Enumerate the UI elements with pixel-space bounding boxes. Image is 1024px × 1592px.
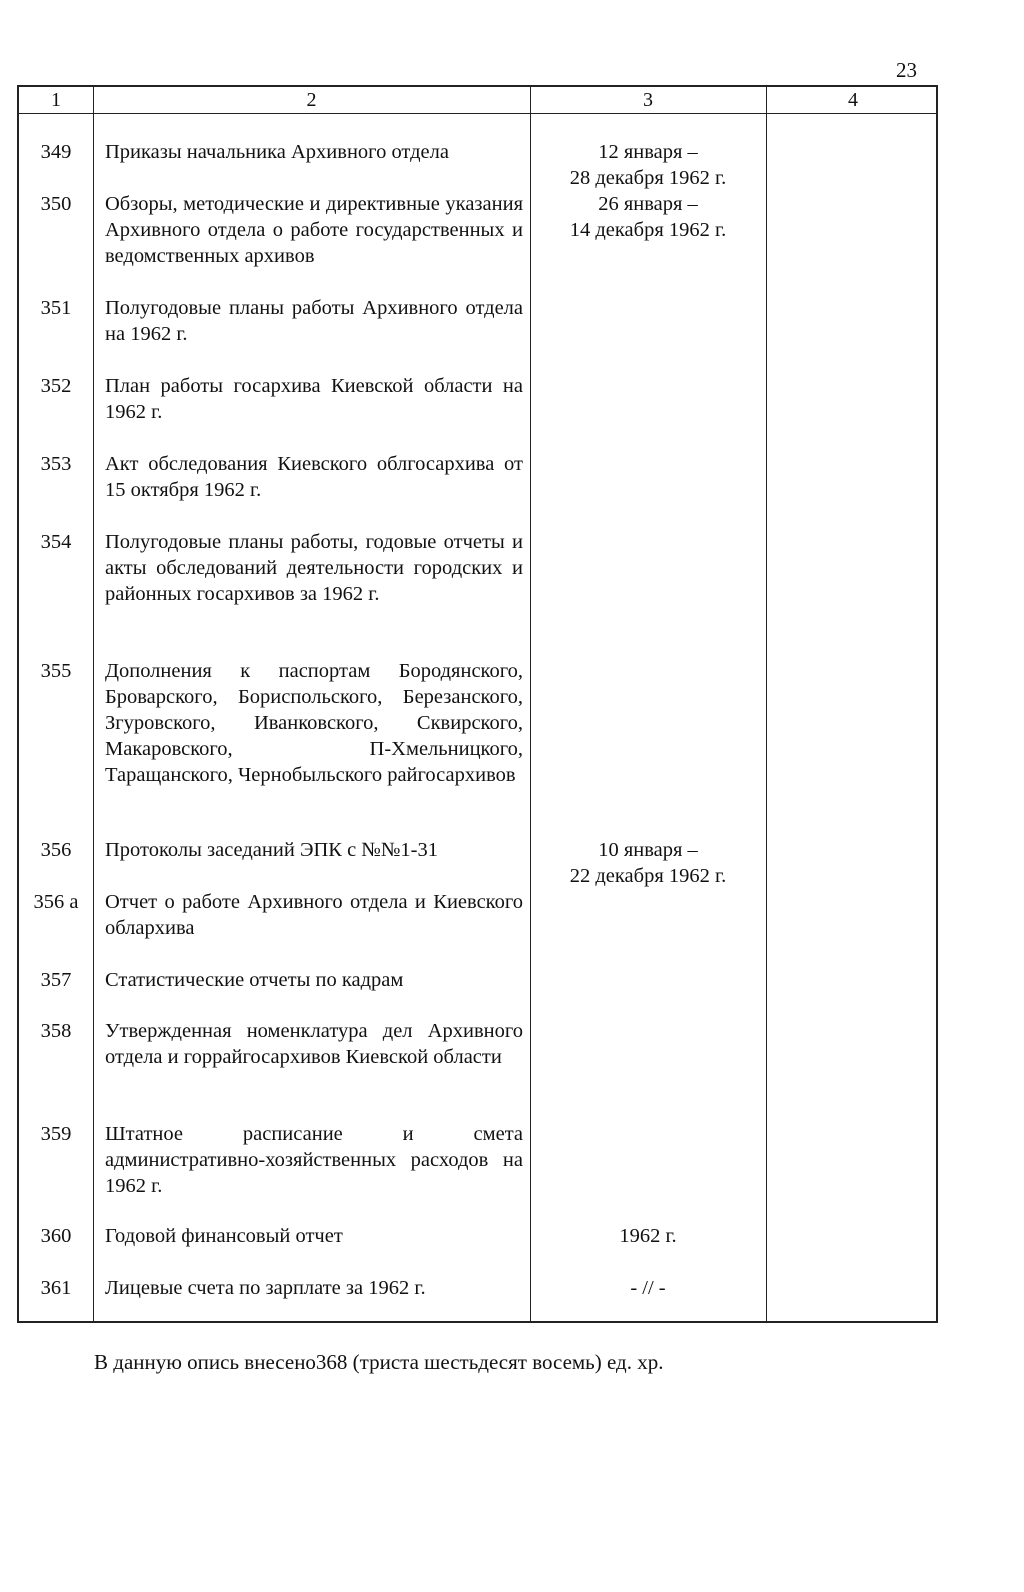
item-number: 356 а (33, 891, 79, 913)
item-title: Штатное расписание и смета административно-хозяйственных расходов на 1962 г. (105, 1123, 523, 1197)
column-header-3: 3 (643, 89, 653, 111)
item-title: Утвержденная номенклатура дел Архивного отдела и горрайгосархивов Киевской области (105, 1020, 523, 1068)
item-number: 359 (40, 1123, 72, 1145)
page-number: 23 (896, 58, 917, 82)
item-title: Обзоры, методические и директивные указания Архивного отдела о работе государственных и ведомственных архивов (105, 193, 523, 267)
item-number: 357 (40, 969, 72, 991)
item-title: Полугодовые планы работы Архивного отдела на 1962 г. (105, 297, 523, 345)
header-divider (19, 113, 936, 114)
item-title: Лицевые счета по зарплате за 1962 г. (105, 1277, 426, 1299)
column-divider (766, 87, 767, 1321)
column-header-1: 1 (51, 89, 61, 111)
item-title: Дополнения к паспортам Бородянского, Броварского, Бориспольского, Березанского, Згуровского, Иванковского, Сквирского, Макаровского, П-Хмельницкого, Таращанского, Чернобыльского райгосархивов (105, 660, 523, 786)
column-divider (93, 87, 94, 1321)
item-number: 360 (40, 1225, 72, 1247)
column-divider (530, 87, 531, 1321)
item-title: Приказы начальника Архивного отдела (105, 141, 449, 163)
item-number: 354 (40, 531, 72, 553)
item-number: 352 (40, 375, 72, 397)
item-dates: - // - (630, 1277, 666, 1299)
item-number: 350 (40, 193, 72, 215)
item-dates: 10 января – 22 декабря 1962 г. (569, 839, 727, 887)
item-dates: 1962 г. (619, 1225, 677, 1247)
column-header-4: 4 (848, 89, 858, 111)
item-dates: 26 января – 14 декабря 1962 г. (569, 193, 727, 241)
item-number: 356 (40, 839, 72, 861)
item-title: Статистические отчеты по кадрам (105, 969, 404, 991)
item-dates: 12 января – 28 декабря 1962 г. (569, 141, 727, 189)
inventory-table (17, 85, 938, 1323)
item-number: 361 (40, 1277, 72, 1299)
item-number: 358 (40, 1020, 72, 1042)
item-number: 351 (40, 297, 72, 319)
item-number: 355 (40, 660, 72, 682)
item-title: Протоколы заседаний ЭПК с №№1-31 (105, 839, 438, 861)
item-title: Акт обследования Киевского облгосархива от 15 октября 1962 г. (105, 453, 523, 501)
column-header-2: 2 (306, 89, 317, 111)
item-number: 353 (40, 453, 72, 475)
item-title: Годовой финансовый отчет (105, 1225, 343, 1247)
item-title: Отчет о работе Архивного отдела и Киевского облархива (105, 891, 523, 939)
item-number: 349 (40, 141, 72, 163)
item-title: План работы госархива Киевской области на 1962 г. (105, 375, 523, 423)
footer-note: В данную опись внесено368 (триста шестьдесят восемь) ед. хр. (94, 1350, 664, 1374)
item-title: Полугодовые планы работы, годовые отчеты и акты обследований деятельности городских и районных госархивов за 1962 г. (105, 531, 523, 605)
